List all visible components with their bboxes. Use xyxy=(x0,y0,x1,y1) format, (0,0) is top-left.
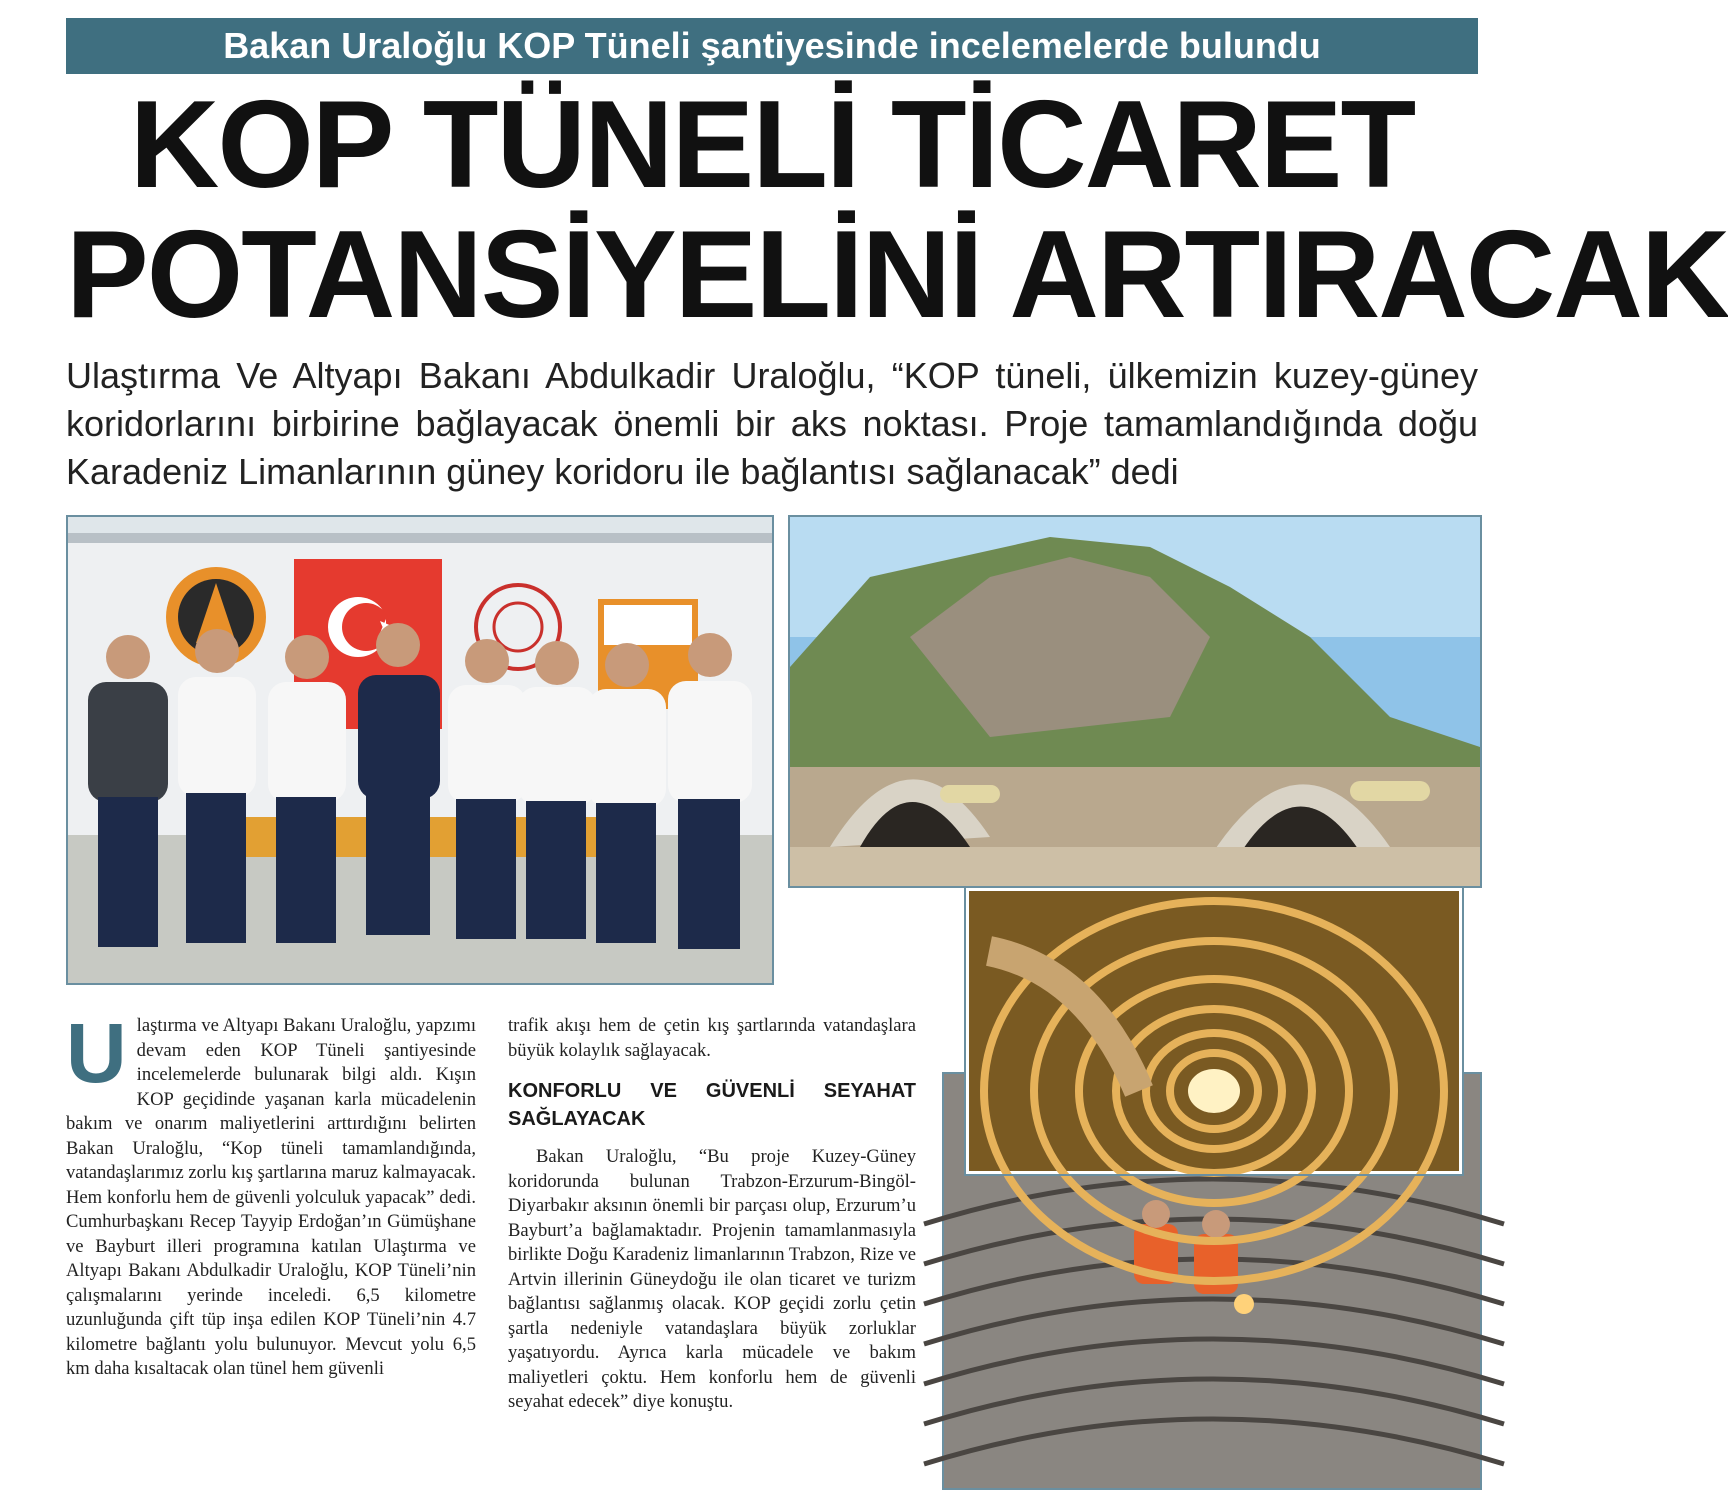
group-photo-illustration xyxy=(68,517,772,983)
headline xyxy=(66,76,1728,344)
tunnel-portals-photo xyxy=(788,515,1482,888)
headline-line-1: KOP TÜNELİ TİCARET xyxy=(129,76,1415,214)
drop-cap: U xyxy=(66,1006,127,1100)
article-paragraph-1: laştırma ve Altyapı Bakanı Uraloğlu, yapzımı devam eden KOP Tüneli şantiyesinde incelemelerde bulunarak bilgi aldı. Kışın KOP geçidinde yaşanan karla mücadelenin bakım ve onarım maliyetlerini arttırdığını belirten Bakan Uraloğlu, “Kop tüneli tamamlandığında, vatandaşlarımız zorlu kış şartlarına maruz kalmayacak. Hem konforlu hem de güvenli yolculuk yapacak” dedi. Cumhurbaşkanı Recep Tayyip Erdoğan’ın Gümüşhane ve Bayburt illeri programına katılan Ulaştırma ve Altyapı Bakanı Abdulkadir Uraloğlu, KOP Tüneli’nin çalışmalarını yerinde inceledi. 6,5 kilometre uzunluğunda çift tüp inşa edilen KOP Tüneli’nin 4.7 kilometre bağlantı yolu bulunuyor. Mevcut yolu 6,5 km daha kısaltacak olan tünel hem güvenli xyxy=(66,1015,476,1379)
tunnel-portals-illustration xyxy=(790,517,1480,886)
article-subhead: KONFORLU VE GÜVENLİ SEYAHAT SAĞLAYACAK xyxy=(508,1080,916,1130)
kicker-banner: Bakan Uraloğlu KOP Tüneli şantiyesinde incelemelerde bulundu xyxy=(66,18,1478,74)
article-column-2 xyxy=(508,1014,916,1415)
article-paragraph-2: Bakan Uraloğlu, “Bu proje Kuzey-Güney koridorunda bulunan Trabzon-Erzurum-Bingöl-Diyarbakır aksının önemli bir parçası olup, Erzurum’u Bayburt’a bağlamaktadır. Projenin tamamlanmasıyla birlikte Doğu Karadeniz limanlarının Trabzon, Rize ve Artvin illerinin Güneydoğu ile olan ticaret ve turizm bağlantısı sağlanmış olacak. KOP geçidi zorlu çetin şartla nedeniyle vatandaşlara büyük zorluklar yaşatıyordu. Ayrıca karla mücadele ve bakım maliyetleri çoktu. Hem konforlu hem de güvenli seyahat edecek” diye konuştu. xyxy=(508,1146,916,1412)
tunnel-interior-illustration xyxy=(969,891,1459,1171)
article-column-1 xyxy=(66,1006,476,1382)
headline-line-2: POTANSİYELİNİ ARTIRACAK xyxy=(66,206,1728,344)
article-paragraph-continued: trafik akışı hem de çetin kış şartlarında vatandaşlara büyük kolaylık sağlayacak. xyxy=(508,1015,916,1061)
spot-text: Ulaştırma Ve Altyapı Bakanı Abdulkadir Uraloğlu, “KOP tüneli, ülkemizin kuzey-güney koridorlarını birbirine bağlayacak önemli bir aks noktası. Proje tamamlandığında doğu Karadeniz Limanlarının güney koridoru ile bağlantısı sağlanacak” dedi xyxy=(66,355,1478,492)
group-photo xyxy=(66,515,774,985)
tunnel-interior-photo xyxy=(966,888,1462,1174)
